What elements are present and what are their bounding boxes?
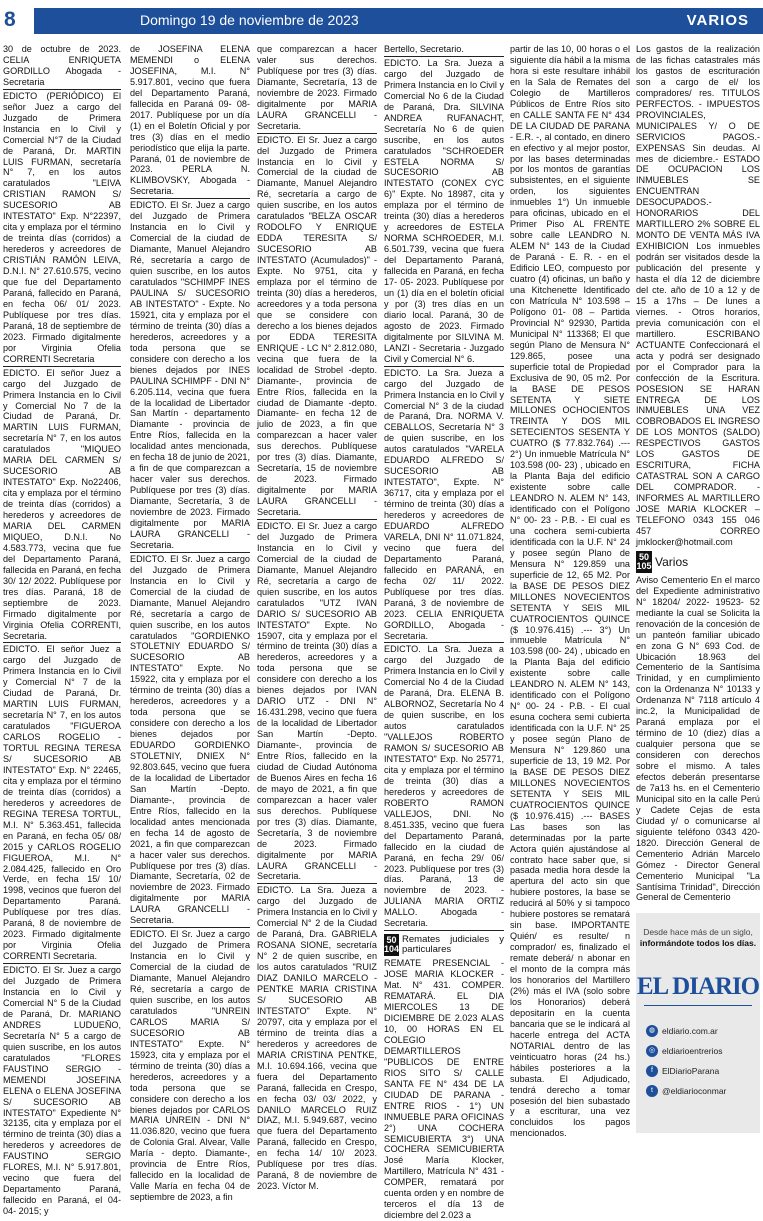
el-diario-ad	[636, 913, 760, 1133]
notice-paragraph: REMATE PRESENCIAL - JOSE MARIA KLOCKER - Mat. N° 431. COMPER. REMATARÁ. EL DIA MIERCOLES 13 DE DICIEMBRE DE 2.023 ALAS 10, 00 HORAS EN EL COLEGIO DEMARTILLEROS "PUBLICOS DE ENTRE RIOS SITO S/ CALLE SANTA FE N° 434 DE LA CIUDAD DE PARANA - ENTRE RIOS - 1°) UN INMUEBLE PARA OFICINAS 2°) UNA COCHERA SEMICUBIERTA 3°) UNA COCHERA SEMICUBIERTA José María Klocker, Martillero, Matrícula N° 431 -COMPER, rematará por cuenta orden y en nombre de terceros el día 13 de diciembre del 2.023 a	[384, 958, 504, 1221]
column-1	[3, 44, 121, 1217]
notice-paragraph: EDICTO. El señor Juez a cargo del Juzgado de Primera Instancia en lo Civil y Comercial No 7 de la Ciudad de Paraná, Dr. MARTIN LUIS FURMAN, secretaría N° 7, en los autos caratulados "MIQUEO MARIA DEL CARMEN S/ SUCESORIO AB INTESTATO" Exp. No22406, cita y emplaza por el término de treinta días (corridos) a herederos y acreedores de MARIA DEL CARMEN MIQUEO, D.N.I. No 4.583.773, vecina que fue del Departamento Paraná, fallecida en Paraná, en fecha 30/ 12/ 2022. Publíquese por tres días. Paraná, 18 de septiembre de 2023. Firmado digitalmente por Virginia Ofelia CORRENTI, Secretaria.	[3, 368, 121, 644]
notice-paragraph: Aviso Cementerio En el marco del Expediente administrativo N° 18204/ 2022- 19523- 52 mediante la cual se Solicita la renovación de la concesión de un panteón familiar ubicado en zona G N° 693 Cod. de Ubicación 18.963 del Cementerio de la Santísima Trinidad, y en cumplimiento con la Ordenanza N° 10133 y Ordenanza N° 7118 artículo 4 inc.2, la Municipalidad de Paraná emplaza por el término de 10 (diez) días a cualquier persona que se consideren con derechos sobre el mismo. A tales efectos deberán presentarse de 7a13 hs. en el Cementerio Municipal sito en la calle Perú y Cadete Cejas de esta Ciudad y/ o comunicarse al siguiente teléfono 0343 420- 1820. Dirección General de Cementerio Adrián Marcelo Gómez - Director General Cementerio Municipal "La Santísima Trinidad", Dirección General de Cementerio	[636, 574, 760, 903]
notice-paragraph: 30 de octubre de 2023. CELIA ENRIQUETA GORDILLO Abogada - Secretaria	[3, 44, 121, 90]
social-instagram[interactable]	[646, 1041, 726, 1061]
notice-paragraph: EDICTO. La Sra. Jueza a cargo del Juzgado de Primera Instancia en lo Civil y Comercial N° 2 de la Ciudad de Paraná, Dra. GABRIELA ROSANA SIONE, secretaría N° 2 de quien suscribe, en los autos caratulados "RUIZ DIAZ DANILO MARCELO - PENTKE MARIA CRISTINA S/ SUCESORIO AB INTESTATO" Expte. N° 20797, cita y emplaza por el término de treinta días a herederos y acreedores de MARIA CRISTINA PENTKE, M.I. 10.694.166, vecina que fuera del Departamento Paraná, fallecida en Crespo, en fecha 03/ 03/ 2022, y DANILO MARCELO RUIZ DIAZ, M.I. 5.949.687, vecino que fuera del Departamento Paraná, fallecido en Crespo, en fecha 14/ 10/ 2023. Publíquese por tres días. Paraná, 8 de noviembre de 2023. Víctor M.	[257, 885, 377, 1192]
varios-section-header	[636, 551, 760, 573]
notice-paragraph: EDICTO. El Sr. Juez a cargo del Juzgado de Primera Instancia en lo Civil y Comercial de la ciudad de Diamante, Manuel Alejandro Ré, secretaría a cargo de quien suscribe, en los autos caratulados "BELZA OSCAR RODOLFO Y ENRIQUE EDDA TERESITA S/ SUCESORIO AB INTESTATO (Acumulados)" - Expte. No 9751, cita y emplaza por el término de treinta (30) días a herederos, acreedores y a toda persona que se considere con derecho a los bienes dejados por EDDA TERESITA ENRIQUE - LC N° 2.812.080, vecina que fuera de la localidad de Strobel -depto. Diamante-, provincia de Entre Ríos, fallecida en la ciudad de Diamante -depto. Diamante- en fecha 12 de julio de 2023, a fin que comparezcan a hacer valer sus derechos. Publíquese por tres (3) días. Diamante, Secretaría, 15 de noviembre de 2023. Firmado digitalmente por MARIA LAURA GRANCELLI - Secretaria.	[257, 135, 377, 520]
remates-section-code: 50 104	[384, 935, 400, 955]
notice-paragraph: EDICTO. El Sr. Juez a cargo del Juzgado de Primera Instancia en lo Civil y Comercial de la ciudad de Diamante, Manuel Alejandro Ré, secretaría a cargo de quien suscribe, en los autos caratulados "UTZ IVAN DARIO S/ SUCESORIO AB INTESTATO" Expte. No 15907, cita y emplaza por el término de treinta (30) días a herederos, acreedores y a toda persona que se considere con derecho a los bienes dejados por IVAN DARIO UTZ - DNI N° 16.431.298, vecino que fuera de la localidad de Libertador San Martín -Depto. Diamante-, provincia de Entre Ríos, fallecido en la ciudad de Ciudad Autónoma de Buenos Aires en fecha 16 de mayo de 2021, a fin que comparezcan a hacer valer sus derechos. Publíquese por tres (3) días. Diamante, Secretaría, 3 de noviembre de 2023. Firmado digitalmente por MARIA LAURA GRANCELLI - Secretaria.	[257, 521, 377, 884]
twitter-icon: t	[646, 1085, 658, 1097]
social-twitter-text: @eldiarioconmar	[662, 1085, 727, 1096]
page-header	[0, 0, 763, 40]
notice-paragraph: que comparezcan a hacer valer sus derechos. Publíquese por tres (3) días. Diamante, Secretaría, 13 de noviembre de 2023. Firmado digitalmente por MARIA LAURA GRANCELLI - Secretaria.	[257, 44, 377, 134]
remates-section-title: Remates judiciales y particulares	[402, 934, 504, 956]
notice-paragraph: EDICTO. La Sra. Jueza a cargo del Juzgado de Primera Instancia en lo Civil y Comercial No 4 de la Ciudad de Paraná, Dra. ELENA B. ALBORNOZ, Secretaría No 4 de quien suscribe, en los autos caratulados "VALLEJOS ROBERTO RAMON S/ SUCESORIO AB INTESTATO" Exp. No 25771, cita y emplaza por el término de treinta (30) días a herederos y acreedores de ROBERTO RAMON VALLEJOS, DNI. No 8.451.335, vecino que fuera del Departamento Paraná, fallecido en la ciudad de Paraná, en fecha 29/ 06/ 2023. Publíquese por tres (3) días. Paraná, 13 de noviembre de 2023. - JULIANA MARIA ORTIZ MALLO. Abogada - Secretaria.	[384, 644, 504, 931]
notice-paragraph: EDICTO. El Sr. Juez a cargo del Juzgado de Primera Instancia en lo Civil y Comercial de la ciudad de Diamante, Manuel Alejandro Ré, secretaría a cargo de quien suscribe, en los autos caratulados "UNREIN CARLOS MARIA S/ SUCESORIO AB INTESTATO" Expte. N° 15923, cita y emplaza por el término de treinta (30) días a herederos, acreedores y a toda persona que se considere con derecho a los bienes dejados por CARLOS MARIA UNREIN - DNI N° 11.036.820, vecino que fuera de Colonia Gral. Alvear, Valle María - depto. Diamante-, provincia de Entre Ríos, fallecido en la localidad de Valle María en fecha 04 de septiembre de 2023, a fin	[130, 929, 250, 1203]
notice-paragraph: EDICTO. El Sr. Juez a cargo del Juzgado de Primera Instancia en lo Civil y Comercial de la ciudad de Diamante, Manuel Alejandro Ré, secretaría a cargo de quien suscribe, en los autos caratulados "SCHIMPF INES PAULINA S/ SUCESORIO AB INTESTATO" - Expte. No 15921, cita y emplaza por el término de treinta (30) días a herederos, acreedores y a toda persona que se considere con derecho a los bienes dejados por INES PAULINA SCHIMPF - DNI N° 6.205.114, vecina que fuera de la localidad de Libertador San Martín - departamento Diamante - provincia de Entre Ríos, fallecida en la localidad antes mencionada, en fecha 18 de junio de 2021, a fin de que comparezcan a hacer valer sus derechos. Publíquese por tres (3) días. Diamante, Secretaría, 3 de noviembre de 2023. Firmado digitalmente por MARIA LAURA GRANCELLI - Secretaria.	[130, 200, 250, 553]
column-6	[636, 44, 760, 1096]
column-2	[130, 44, 250, 1203]
notice-paragraph: EDICTO. La Sra. Jueza a cargo del Juzgado de Primera Instancia en lo Civil y Comercial N° 3 de la ciudad de Paraná, Dra. NORMA V. CEBALLOS, Secretaría N° 3 de quien suscribe, en los autos caratulados "VARELA EDUARDO ALFREDO S/ SUCESORIO AB INTESTATO", Expte. N° 36717, cita y emplaza por el término de treinta (30) días a herederos y acreedores de EDUARDO ALFREDO VARELA, DNI N° 11.071.824, vecino que fuera del Departamento Paraná, fallecido en PARANÁ, en fecha 02/ 11/ 2022. Publíquese por tres días. Paraná, 3 de noviembre de 2023. CELIA ENRIQUETA GORDILLO, Abogada - Secretaria.	[384, 368, 504, 644]
notice-paragraph: EDICTO. La Sra. Jueza a cargo del Juzgado de Primera Instancia en lo Civil y Comercial No 6 de la Ciudad de Paraná, Dra. SILVINA ANDREA RUFANACHT, Secretaría No 6 de quien suscribe, en los autos caratulados "SCHROEDER ESTELA NORMA S/ SUCESORIO AB INTESTATO (CONEX CYC 6)" Expte. No 18987, cita y emplaza por el término de treinta (30) días a herederos y acreedores de ESTELA NORMA SCHROEDER, M.I. 6.501.739, vecina que fuera del Departamento Paraná, fallecida en Paraná, en fecha 17- 05- 2023. Publíquese por un (1) día en el boletín oficial y por (3) tres días en un diario local. Paraná, 30 de agosto de 2023. Firmado digitalmente por SILVINA M. LANZI - Secretaria - Juzgado Civil y Comercial N° 6.	[384, 58, 504, 367]
ad-social-list	[646, 1021, 726, 1101]
globe-icon: ◍	[646, 1025, 658, 1037]
el-diario-logo: EL DIARIO	[636, 973, 760, 1001]
remates-section-header	[384, 934, 504, 956]
notice-paragraph: Los gastos de la realización de las fichas catastrales más los gastos de escrituración son a cargo de el/ los compradores/ res. TITULOS PERFECTOS. - IMPUESTOS PROVINCIALES, MUNICIPALES Y/ O DE SERVICIOS PAGOS.-EXPENSAS Sin deudas. Al mes de diciembre.- ESTADO DE OCUPACION LOS INMUEBLES SE ENCUENTRAN DESOCUPADOS.- HONORARIOS DEL MARTILLERO 2% SOBRE EL MONTO DE VENTA MÁS IVA EXHIBICION Los inmuebles podrán ser visitados desde la publicación del presente y hasta el día 12 de diciembre del cte. año de 10 a 12 y de 15 a 17hs – De lunes a viernes. - Otros horarios, previa comunicación con el martillero. ESCRIBANO ACTUANTE Confeccionará el acta y podrá ser designado por el Comprador para la confección de la Escritura. POSESION SE HARAN ENTREGA DE LOS INMUEBLES UNA VEZ COBROBADOS EL INGRESO DE LOS MONTOS (SALDO) RESPECTIVOS GASTOS LOS GASTOS DE ESCRITURA, FICHA CATASTRAL SON A CARGO DEL COMPRADOR. - INFORMES AL MARTILLERO JOSE MARIA KLOCKER – TELEFONO 0343 155 046 457 CORREO jmklocker@hotmail.com	[636, 44, 760, 547]
column-5	[510, 44, 630, 1139]
ad-slogan	[636, 927, 760, 949]
facebook-icon: f	[646, 1065, 658, 1077]
page-number: 8	[4, 8, 16, 31]
notice-paragraph: partir de las 10, 00 horas o el siguiente día hábil a la misma hora si este resultare inhábil en la Sala de Remates del Colegio de Martilleros Públicos de Entre Ríos sito en CALLE SANTA FE N° 434 DE LA CIUDAD DE PARANA - E.R. -, al contado, en dinero en efectivo y al mejor postor, por las bases determinadas por los montos de garantías subsistentes, en el siguiente orden, los siguientes inmuebles 1°) Un inmueble para oficinas, ubicado en el Primer Piso AL FRENTE sobre calle LEANDRO N. ALEM N° 143 de la Ciudad de Paraná - E. R. - en el Edificio LEO, compuesto por cuatro (4) oficinas, un baño y una Kitchenette Identificado con Matrícula N° 103.598 – Polígono 01- 08 – Partida Provincial N° 92930, Partida Municipal N° 113368; El que según Plano de Mensura N° 129.865, posee una superficie total de Propiedad Exclusiva de 90, 05 m2. Por la BASE DE PESOS SETENTA Y SIETE MILLONES OCHOCIENTOS TREINTA Y DOS MIL SETECIENTOS SESENTA Y CUATRO ($ 77.832.764) .--- 2°) Un inmueble Matrícula N° 103.598 (00- 23) , ubicado en la Planta Baja del edificio existente sobre calle LEANDRO N. ALEM N° 143, identificado con el Polígono N° 00- 23 - P.B. - El cual es una cochera semi-cubierta identificada con la U.F. N° 24 y posee según Plano de Mensura N° 129.859 una superficie de 12, 65 M2. Por la BASE DE PESOS DIEZ MILLONES NOVECIENTOS SETENTA Y SEIS MIL CUATROCIENTOS QUINCE ($ 10.976.415) .--- 3°) Un inmueble Matrícula N° 103.598 (00- 24) , ubicado en la Planta Baja del edificio existente sobre calle LEANDRO N. ALEM N° 143, identificado con el Polígono N° 00- 24 - P.B. - El cual esuna cochera semi cubierta identificada con la U.F. N° 25 y posee según Plano de Mensura N° 129.860 una superficie de 13, 19 M2. Por la BASE DE PESOS DIEZ MILLONES NOVECIENTOS SETENTA Y SEIS MIL CUATROCIENTOS QUINCE ($ 10.976.415) .--- BASES Las bases son las determinadas por la parte Actora quién ajustándose al contrato hace saber que, si pasada media hora desde la apertura del acto sin que hubiere postores, la base se reducirá al 50% y si tampoco hubiere postores se rematará sin base. IMPORTANTE Quién/ es resulte/ n comprador/ es, finalizado el remate deberá/ n abonar en el monto de la compra más los honorarios del Martillero (2%) más el IVA (solo sobre los Honorarios) deberá depositarin en la cuenta bancaria que se le indicará al hacerle entrega del ACTA NOTARIAL dentro de las veinticuatro horas (24 hs.) hábiles posteriores a la subasta. El Adjudicado, tendrá derecho a tomar posesión del bien subastado y a escriturar, una vez concluidos los pagos mencionados.	[510, 44, 630, 1139]
header-bar	[34, 8, 763, 34]
ad-slogan-line-2: informándote todos los días.	[639, 938, 757, 949]
varios-section-code: 50 105	[636, 551, 652, 571]
ad-slogan-line-1: Desde hace más de un siglo,	[643, 927, 753, 938]
column-3	[257, 44, 377, 1192]
notice-paragraph: EDICTO (PERIÓDICO) El señor Juez a cargo del Juzgado de Primera Instancia en lo Civil y Comercial N°7 de la Ciudad de Paraná, Dr. MARTIN LUIS FURMAN, secretaría N° 7, en los autos caratulados "LEIVA CRISTIAN RAMON S/ SUCESORIO AB INTESTATO" Exp. N°22397, cita y emplaza por el término de treinta días (corridos) a herederos y acreedores de CRISTIÁN RAMÓN LEIVA, D.N.I. N° 27.610.575, vecino que fue del Departamento Paraná, fallecido en Paraná, en fecha 06/ 01/ 2023. Publíquese por tres días. Paraná, 18 de septiembre de 2023. Firmado digitalmente por Virginia Ofelia CORRENTI Secretaria	[3, 91, 121, 367]
notice-paragraph: EDICTO. El señor Juez a cargo del Juzgado de Primera Instancia en lo Civil y Comercial N° 7 de la Ciudad de Paraná, Dr. MARTIN LUIS FURMAN, secretaría N° 7, en los autos caratulados "FIGUEROA CARLOS ROGELIO - TORTUL REGINA TERESA S/ SUCESORIO AB INTESTATO" Exp. N° 22465, cita y emplaza por el término de treinta días (corridos) a herederos y acreedores de REGINA TERESA TORTUL, M.I. N° 5.363.451, fallecida en Paraná, en fecha 05/ 08/ 2015 y CARLOS ROGELIO FIGUEROA, M.I. N° 2.084.425, fallecido en Oro Verde, en fecha 15/ 10/ 1998, vecinos que fueron del Departamento Paraná. Publíquese por tres días. Paraná, 8 de noviembre de 2023. Firmado digitalmente por Virginia Ofelia CORRENTI Secretaria.	[3, 644, 121, 964]
instagram-icon: ◎	[646, 1045, 658, 1057]
ad-divider	[644, 1005, 752, 1006]
varios-section-title: Varios	[655, 554, 689, 569]
notice-paragraph: de JOSEFINA ELENA MEMENDI o ELENA JOSEFINA, M.I. N° 5.917.801, vecino que fuera del Departamento Paraná, fallecida en Paraná 09- 08- 2017. Publíquese por un día (1) en el Boletín Oficial y por tres (3) días en el medio periodístico que elija la parte. Paraná, 01 de noviembre de 2023. PERLA N. KLIMBOVSKY, Abogada - Secretaria.	[130, 44, 250, 199]
social-website-text: eldiario.com.ar	[662, 1025, 718, 1036]
section-title: VARIOS	[686, 12, 749, 29]
column-4	[384, 44, 504, 1221]
social-facebook[interactable]	[646, 1061, 726, 1081]
header-date: Domingo 19 de noviembre de 2023	[140, 12, 359, 28]
notice-paragraph: EDICTO. El Sr. Juez a cargo del Juzgado de Primera Instancia en lo Civil y Comercial N° 5 de la Ciudad de Paraná, Dr. MARIANO ANDRES LUDUEÑO, Secretaría N° 5 a cargo de quien suscribe, en los autos caratulados "FLORES FAUSTINO SERGIO - MEMENDI JOSEFINA ELENA o ELENA JOSEFINA S/ SUCESORIO AB INTESTATO" Expediente N° 32135, cita y emplaza por el término de treinta (30) días a herederos y acreedores de FAUSTINO SERGIO FLORES, M.I. N° 5.917.801, vecino que fuera del Departamento Paraná, fallecido en Paraná, el 04- 04- 2015; y	[3, 965, 121, 1217]
social-instagram-text: eldiarioentrerios	[662, 1045, 723, 1056]
social-website[interactable]	[646, 1021, 726, 1041]
notice-paragraph: Bertello, Secretario.	[384, 44, 504, 57]
social-facebook-text: ElDiarioParana	[662, 1065, 720, 1076]
notice-paragraph: EDICTO. El Sr. Juez a cargo del Juzgado de Primera Instancia en lo Civil y Comercial de la ciudad de Diamante, Manuel Alejandro Ré, secretaría a cargo de quien suscribe, en los autos caratulados "GORDIENKO STOLETNIY EDUARDO S/ SUCESORIO AB INTESTATO" Expte. No 15922, cita y emplaza por el término de treinta (30) días a herederos, acreedores y a toda persona que se considere con derecho a los bienes dejados por EDUARDO GORDIENKO STOLETNIY, DNIEX N° 92.803.645, vecino que fuera de la localidad de Libertador San Martín -Depto. Diamante-, provincia de Entre Ríos, fallecido en la localidad antes mencionada en fecha 14 de agosto de 2021, a fin que comparezcan a hacer valer sus derechos. Publíquese por tres (3) días. Diamante, Secretaría, 02 de noviembre de 2023. Firmado digitalmente por MARIA LAURA GRANCELLI - Secretaria.	[130, 554, 250, 928]
social-twitter[interactable]	[646, 1081, 726, 1101]
